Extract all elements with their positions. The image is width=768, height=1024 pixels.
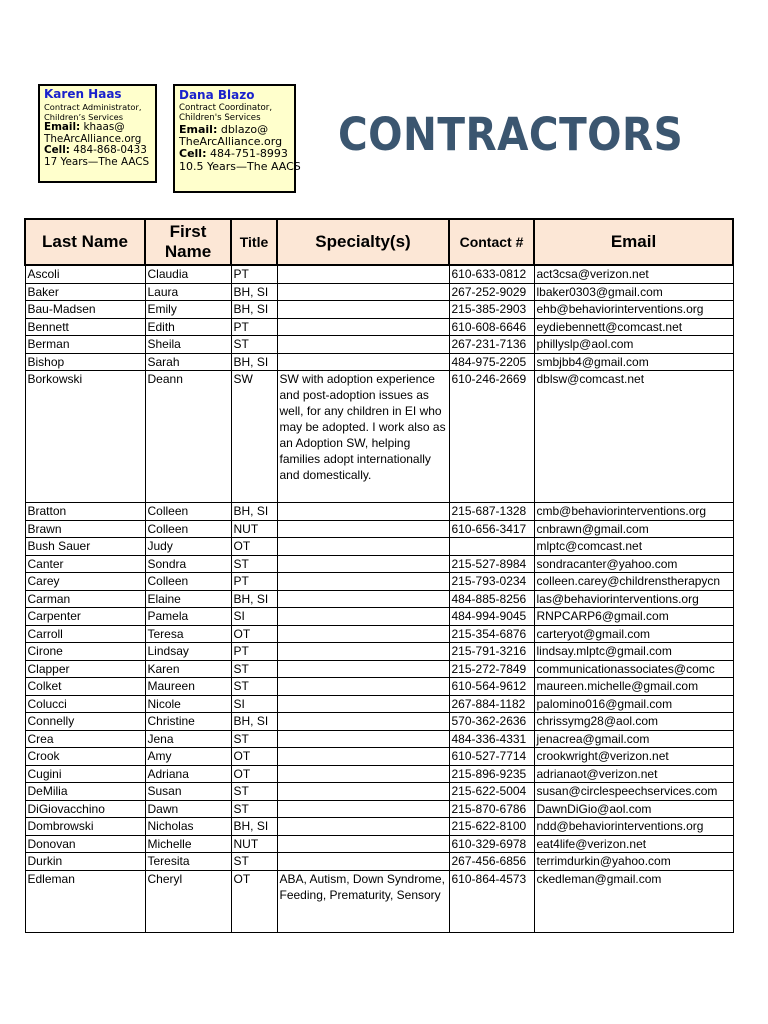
contact-number-cell: 215-622-8100	[449, 818, 534, 836]
specialty-cell	[277, 301, 449, 319]
email-cell: ehb@behaviorinterventions.org	[534, 301, 733, 319]
email-cell: eydiebennett@comcast.net	[534, 318, 733, 336]
column-header-email: Email	[534, 219, 733, 265]
table-header-row	[25, 219, 733, 265]
table-row	[25, 625, 733, 643]
email-cell: palomino016@gmail.com	[534, 695, 733, 713]
first-name-cell: Deann	[145, 371, 231, 503]
contact-number-cell: 215-896-9235	[449, 765, 534, 783]
contact-tenure: 17 Years—The AACS	[44, 155, 150, 168]
email-cell: smbjbb4@gmail.com	[534, 353, 733, 371]
table-row	[25, 538, 733, 556]
contact-number-cell: 484-885-8256	[449, 590, 534, 608]
last-name-cell: Bratton	[25, 503, 145, 521]
last-name-cell: Donovan	[25, 835, 145, 853]
column-header-contact: Contact #	[449, 219, 534, 265]
table-row	[25, 371, 733, 503]
specialty-cell	[277, 608, 449, 626]
table-row	[25, 353, 733, 371]
table-row	[25, 643, 733, 661]
email-cell: ndd@behaviorinterventions.org	[534, 818, 733, 836]
last-name-cell: Edleman	[25, 870, 145, 932]
last-name-cell: Borkowski	[25, 371, 145, 503]
title-cell: NUT	[231, 835, 277, 853]
last-name-cell: Berman	[25, 336, 145, 354]
contact-number-cell: 267-231-7136	[449, 336, 534, 354]
last-name-cell: Carey	[25, 573, 145, 591]
column-header-first-name: First Name	[145, 219, 231, 265]
table-row	[25, 283, 733, 301]
table-row	[25, 573, 733, 591]
specialty-cell	[277, 590, 449, 608]
last-name-cell: Colket	[25, 678, 145, 696]
title-cell: OT	[231, 748, 277, 766]
title-cell: BH, SI	[231, 818, 277, 836]
last-name-cell: Cirone	[25, 643, 145, 661]
last-name-cell: Colucci	[25, 695, 145, 713]
first-name-cell: Lindsay	[145, 643, 231, 661]
title-cell: BH, SI	[231, 353, 277, 371]
specialty-cell	[277, 520, 449, 538]
specialty-cell	[277, 283, 449, 301]
specialty-cell	[277, 538, 449, 556]
table-row	[25, 608, 733, 626]
last-name-cell: Brawn	[25, 520, 145, 538]
first-name-cell: Emily	[145, 301, 231, 319]
contact-number-cell: 610-564-9612	[449, 678, 534, 696]
last-name-cell: Bennett	[25, 318, 145, 336]
first-name-cell: Teresa	[145, 625, 231, 643]
table-row	[25, 783, 733, 801]
last-name-cell: Baker	[25, 283, 145, 301]
contact-number-cell: 484-975-2205	[449, 353, 534, 371]
table-row	[25, 503, 733, 521]
contact-number-cell: 610-329-6978	[449, 835, 534, 853]
email-cell: chrissymg28@aol.com	[534, 713, 733, 731]
specialty-cell	[277, 265, 449, 283]
specialty-cell	[277, 818, 449, 836]
title-cell: OT	[231, 765, 277, 783]
specialty-cell	[277, 800, 449, 818]
contact-name: Karen Haas	[44, 87, 122, 101]
first-name-cell: Christine	[145, 713, 231, 731]
first-name-cell: Colleen	[145, 503, 231, 521]
column-header-title: Title	[231, 219, 277, 265]
specialty-cell	[277, 748, 449, 766]
email-cell: RNPCARP6@gmail.com	[534, 608, 733, 626]
first-name-cell: Sheila	[145, 336, 231, 354]
first-name-cell: Amy	[145, 748, 231, 766]
last-name-cell: Crook	[25, 748, 145, 766]
first-name-cell: Elaine	[145, 590, 231, 608]
column-header-specialty: Specialty(s)	[277, 219, 449, 265]
title-cell: PT	[231, 573, 277, 591]
specialty-cell	[277, 678, 449, 696]
table-row	[25, 713, 733, 731]
table-row	[25, 555, 733, 573]
column-header-last-name: Last Name	[25, 219, 145, 265]
first-name-cell: Dawn	[145, 800, 231, 818]
email-cell: susan@circlespeechservices.com	[534, 783, 733, 801]
specialty-cell	[277, 555, 449, 573]
contact-role: Contract Coordinator,	[179, 103, 273, 114]
contact-card-dana-blazo	[173, 84, 301, 193]
email-cell: DawnDiGio@aol.com	[534, 800, 733, 818]
first-name-cell: Colleen	[145, 573, 231, 591]
table-row	[25, 765, 733, 783]
title-cell: ST	[231, 800, 277, 818]
table-row	[25, 590, 733, 608]
specialty-cell: ABA, Autism, Down Syndrome, Feeding, Prematurity, Sensory	[277, 870, 449, 932]
contact-email-domain: TheArcAlliance.org	[44, 132, 142, 145]
contact-cell: 484-751-8993	[209, 147, 288, 161]
first-name-cell: Adriana	[145, 765, 231, 783]
email-cell: eat4life@verizon.net	[534, 835, 733, 853]
contact-tenure: 10.5 Years—The AACS	[179, 159, 301, 173]
contractors-table	[24, 218, 734, 933]
table-row	[25, 660, 733, 678]
email-cell: communicationassociates@comc	[534, 660, 733, 678]
last-name-cell: Clapper	[25, 660, 145, 678]
contact-number-cell: 610-864-4573	[449, 870, 534, 932]
title-cell: BH, SI	[231, 283, 277, 301]
table-body	[25, 265, 733, 932]
specialty-cell	[277, 660, 449, 678]
first-name-cell: Michelle	[145, 835, 231, 853]
email-label: Email:	[44, 121, 81, 133]
specialty-cell	[277, 643, 449, 661]
last-name-cell: Bishop	[25, 353, 145, 371]
contact-number-cell: 215-385-2903	[449, 301, 534, 319]
contact-card-karen-haas	[38, 84, 157, 183]
contact-department: Children’s Services	[44, 111, 124, 122]
specialty-cell	[277, 318, 449, 336]
first-name-cell: Sondra	[145, 555, 231, 573]
contact-number-cell: 267-456-6856	[449, 853, 534, 871]
title-cell: SI	[231, 695, 277, 713]
contact-role: Contract Administrator,	[44, 102, 142, 113]
title-cell: SI	[231, 608, 277, 626]
table-row	[25, 730, 733, 748]
table-row	[25, 748, 733, 766]
title-cell: BH, SI	[231, 590, 277, 608]
contact-number-cell: 484-336-4331	[449, 730, 534, 748]
title-cell: ST	[231, 660, 277, 678]
contact-number-cell: 267-252-9029	[449, 283, 534, 301]
contact-number-cell: 215-791-3216	[449, 643, 534, 661]
contact-number-cell: 484-994-9045	[449, 608, 534, 626]
title-cell: ST	[231, 730, 277, 748]
title-cell: PT	[231, 318, 277, 336]
contact-name: Dana Blazo	[179, 88, 255, 102]
table-row	[25, 818, 733, 836]
first-name-cell: Nicholas	[145, 818, 231, 836]
title-cell: BH, SI	[231, 713, 277, 731]
contact-number-cell: 610-246-2669	[449, 371, 534, 503]
first-name-cell: Edith	[145, 318, 231, 336]
specialty-cell	[277, 336, 449, 354]
last-name-cell: DiGiovacchino	[25, 800, 145, 818]
table-row	[25, 835, 733, 853]
email-cell: cnbrawn@gmail.com	[534, 520, 733, 538]
page-title: CONTRACTORS	[338, 108, 684, 161]
specialty-cell	[277, 503, 449, 521]
email-cell: carteryot@gmail.com	[534, 625, 733, 643]
specialty-cell	[277, 853, 449, 871]
specialty-cell	[277, 730, 449, 748]
first-name-cell: Sarah	[145, 353, 231, 371]
contact-cell-line	[179, 148, 290, 160]
specialty-cell	[277, 835, 449, 853]
first-name-cell: Laura	[145, 283, 231, 301]
title-cell: OT	[231, 625, 277, 643]
last-name-cell: Cugini	[25, 765, 145, 783]
first-name-cell: Judy	[145, 538, 231, 556]
contact-number-cell: 610-608-6646	[449, 318, 534, 336]
contact-email: khaas@	[83, 121, 125, 133]
last-name-cell: Carman	[25, 590, 145, 608]
email-cell: lbaker0303@gmail.com	[534, 283, 733, 301]
email-label: Email:	[179, 122, 218, 136]
last-name-cell: Carpenter	[25, 608, 145, 626]
last-name-cell: Durkin	[25, 853, 145, 871]
email-cell: terrimdurkin@yahoo.com	[534, 853, 733, 871]
email-cell: cmb@behaviorinterventions.org	[534, 503, 733, 521]
email-cell: phillyslp@aol.com	[534, 336, 733, 354]
contact-number-cell: 267-884-1182	[449, 695, 534, 713]
specialty-cell	[277, 713, 449, 731]
table-row	[25, 870, 733, 932]
email-cell: crookwright@verizon.net	[534, 748, 733, 766]
contact-department: Children's Services	[179, 113, 261, 124]
table-row	[25, 336, 733, 354]
first-name-cell: Claudia	[145, 265, 231, 283]
table-row	[25, 301, 733, 319]
contact-number-cell	[449, 538, 534, 556]
first-name-cell: Pamela	[145, 608, 231, 626]
table-row	[25, 695, 733, 713]
contact-number-cell: 215-622-5004	[449, 783, 534, 801]
first-name-cell: Colleen	[145, 520, 231, 538]
email-cell: lindsay.mlptc@gmail.com	[534, 643, 733, 661]
last-name-cell: Connelly	[25, 713, 145, 731]
title-cell: ST	[231, 678, 277, 696]
specialty-cell	[277, 625, 449, 643]
last-name-cell: Dombrowski	[25, 818, 145, 836]
email-cell: sondracanter@yahoo.com	[534, 555, 733, 573]
cell-label: Cell:	[44, 144, 70, 157]
email-cell: mlptc@comcast.net	[534, 538, 733, 556]
contact-number-cell: 610-527-7714	[449, 748, 534, 766]
table-row	[25, 678, 733, 696]
specialty-cell	[277, 783, 449, 801]
specialty-cell: SW with adoption experience and post-adoption issues as well, for any children in EI who may be adopted. I work also as an Adoption SW, helping families adopt internationally and domestically.	[277, 371, 449, 503]
specialty-cell	[277, 765, 449, 783]
contact-number-cell: 215-272-7849	[449, 660, 534, 678]
contact-email: dblazo@	[220, 122, 269, 136]
contact-number-cell: 215-354-6876	[449, 625, 534, 643]
title-cell: ST	[231, 555, 277, 573]
email-cell: dblsw@comcast.net	[534, 371, 733, 503]
title-cell: PT	[231, 265, 277, 283]
first-name-cell: Karen	[145, 660, 231, 678]
first-name-cell: Cheryl	[145, 870, 231, 932]
first-name-cell: Nicole	[145, 695, 231, 713]
first-name-cell: Maureen	[145, 678, 231, 696]
specialty-cell	[277, 573, 449, 591]
contact-cell: 484-868-0433	[73, 144, 147, 157]
table-row	[25, 853, 733, 871]
email-cell: adrianaot@verizon.net	[534, 765, 733, 783]
title-cell: OT	[231, 538, 277, 556]
table-row	[25, 520, 733, 538]
specialty-cell	[277, 353, 449, 371]
last-name-cell: DeMilia	[25, 783, 145, 801]
cell-label: Cell:	[179, 147, 207, 161]
contact-number-cell: 215-527-8984	[449, 555, 534, 573]
email-cell: colleen.carey@childrenstherapycn	[534, 573, 733, 591]
title-cell: OT	[231, 870, 277, 932]
title-cell: PT	[231, 643, 277, 661]
email-cell: ckedleman@gmail.com	[534, 870, 733, 932]
last-name-cell: Crea	[25, 730, 145, 748]
first-name-cell: Teresita	[145, 853, 231, 871]
last-name-cell: Bush Sauer	[25, 538, 145, 556]
title-cell: BH, SI	[231, 503, 277, 521]
first-name-cell: Jena	[145, 730, 231, 748]
first-name-cell: Susan	[145, 783, 231, 801]
contact-email-line	[44, 122, 151, 134]
specialty-cell	[277, 695, 449, 713]
contact-number-cell: 215-793-0234	[449, 573, 534, 591]
table-row	[25, 800, 733, 818]
contact-number-cell: 215-687-1328	[449, 503, 534, 521]
last-name-cell: Carroll	[25, 625, 145, 643]
title-cell: BH, SI	[231, 301, 277, 319]
contact-number-cell: 215-870-6786	[449, 800, 534, 818]
contact-number-cell: 610-656-3417	[449, 520, 534, 538]
email-cell: jenacrea@gmail.com	[534, 730, 733, 748]
title-cell: ST	[231, 336, 277, 354]
contact-number-cell: 570-362-2636	[449, 713, 534, 731]
last-name-cell: Ascoli	[25, 265, 145, 283]
title-cell: SW	[231, 371, 277, 503]
email-cell: act3csa@verizon.net	[534, 265, 733, 283]
table-row	[25, 318, 733, 336]
contact-email-domain: TheArcAlliance.org	[179, 135, 283, 148]
table-row	[25, 265, 733, 283]
title-cell: ST	[231, 853, 277, 871]
email-cell: maureen.michelle@gmail.com	[534, 678, 733, 696]
last-name-cell: Canter	[25, 555, 145, 573]
contact-number-cell: 610-633-0812	[449, 265, 534, 283]
email-cell: las@behaviorinterventions.org	[534, 590, 733, 608]
title-cell: ST	[231, 783, 277, 801]
last-name-cell: Bau-Madsen	[25, 301, 145, 319]
title-cell: NUT	[231, 520, 277, 538]
